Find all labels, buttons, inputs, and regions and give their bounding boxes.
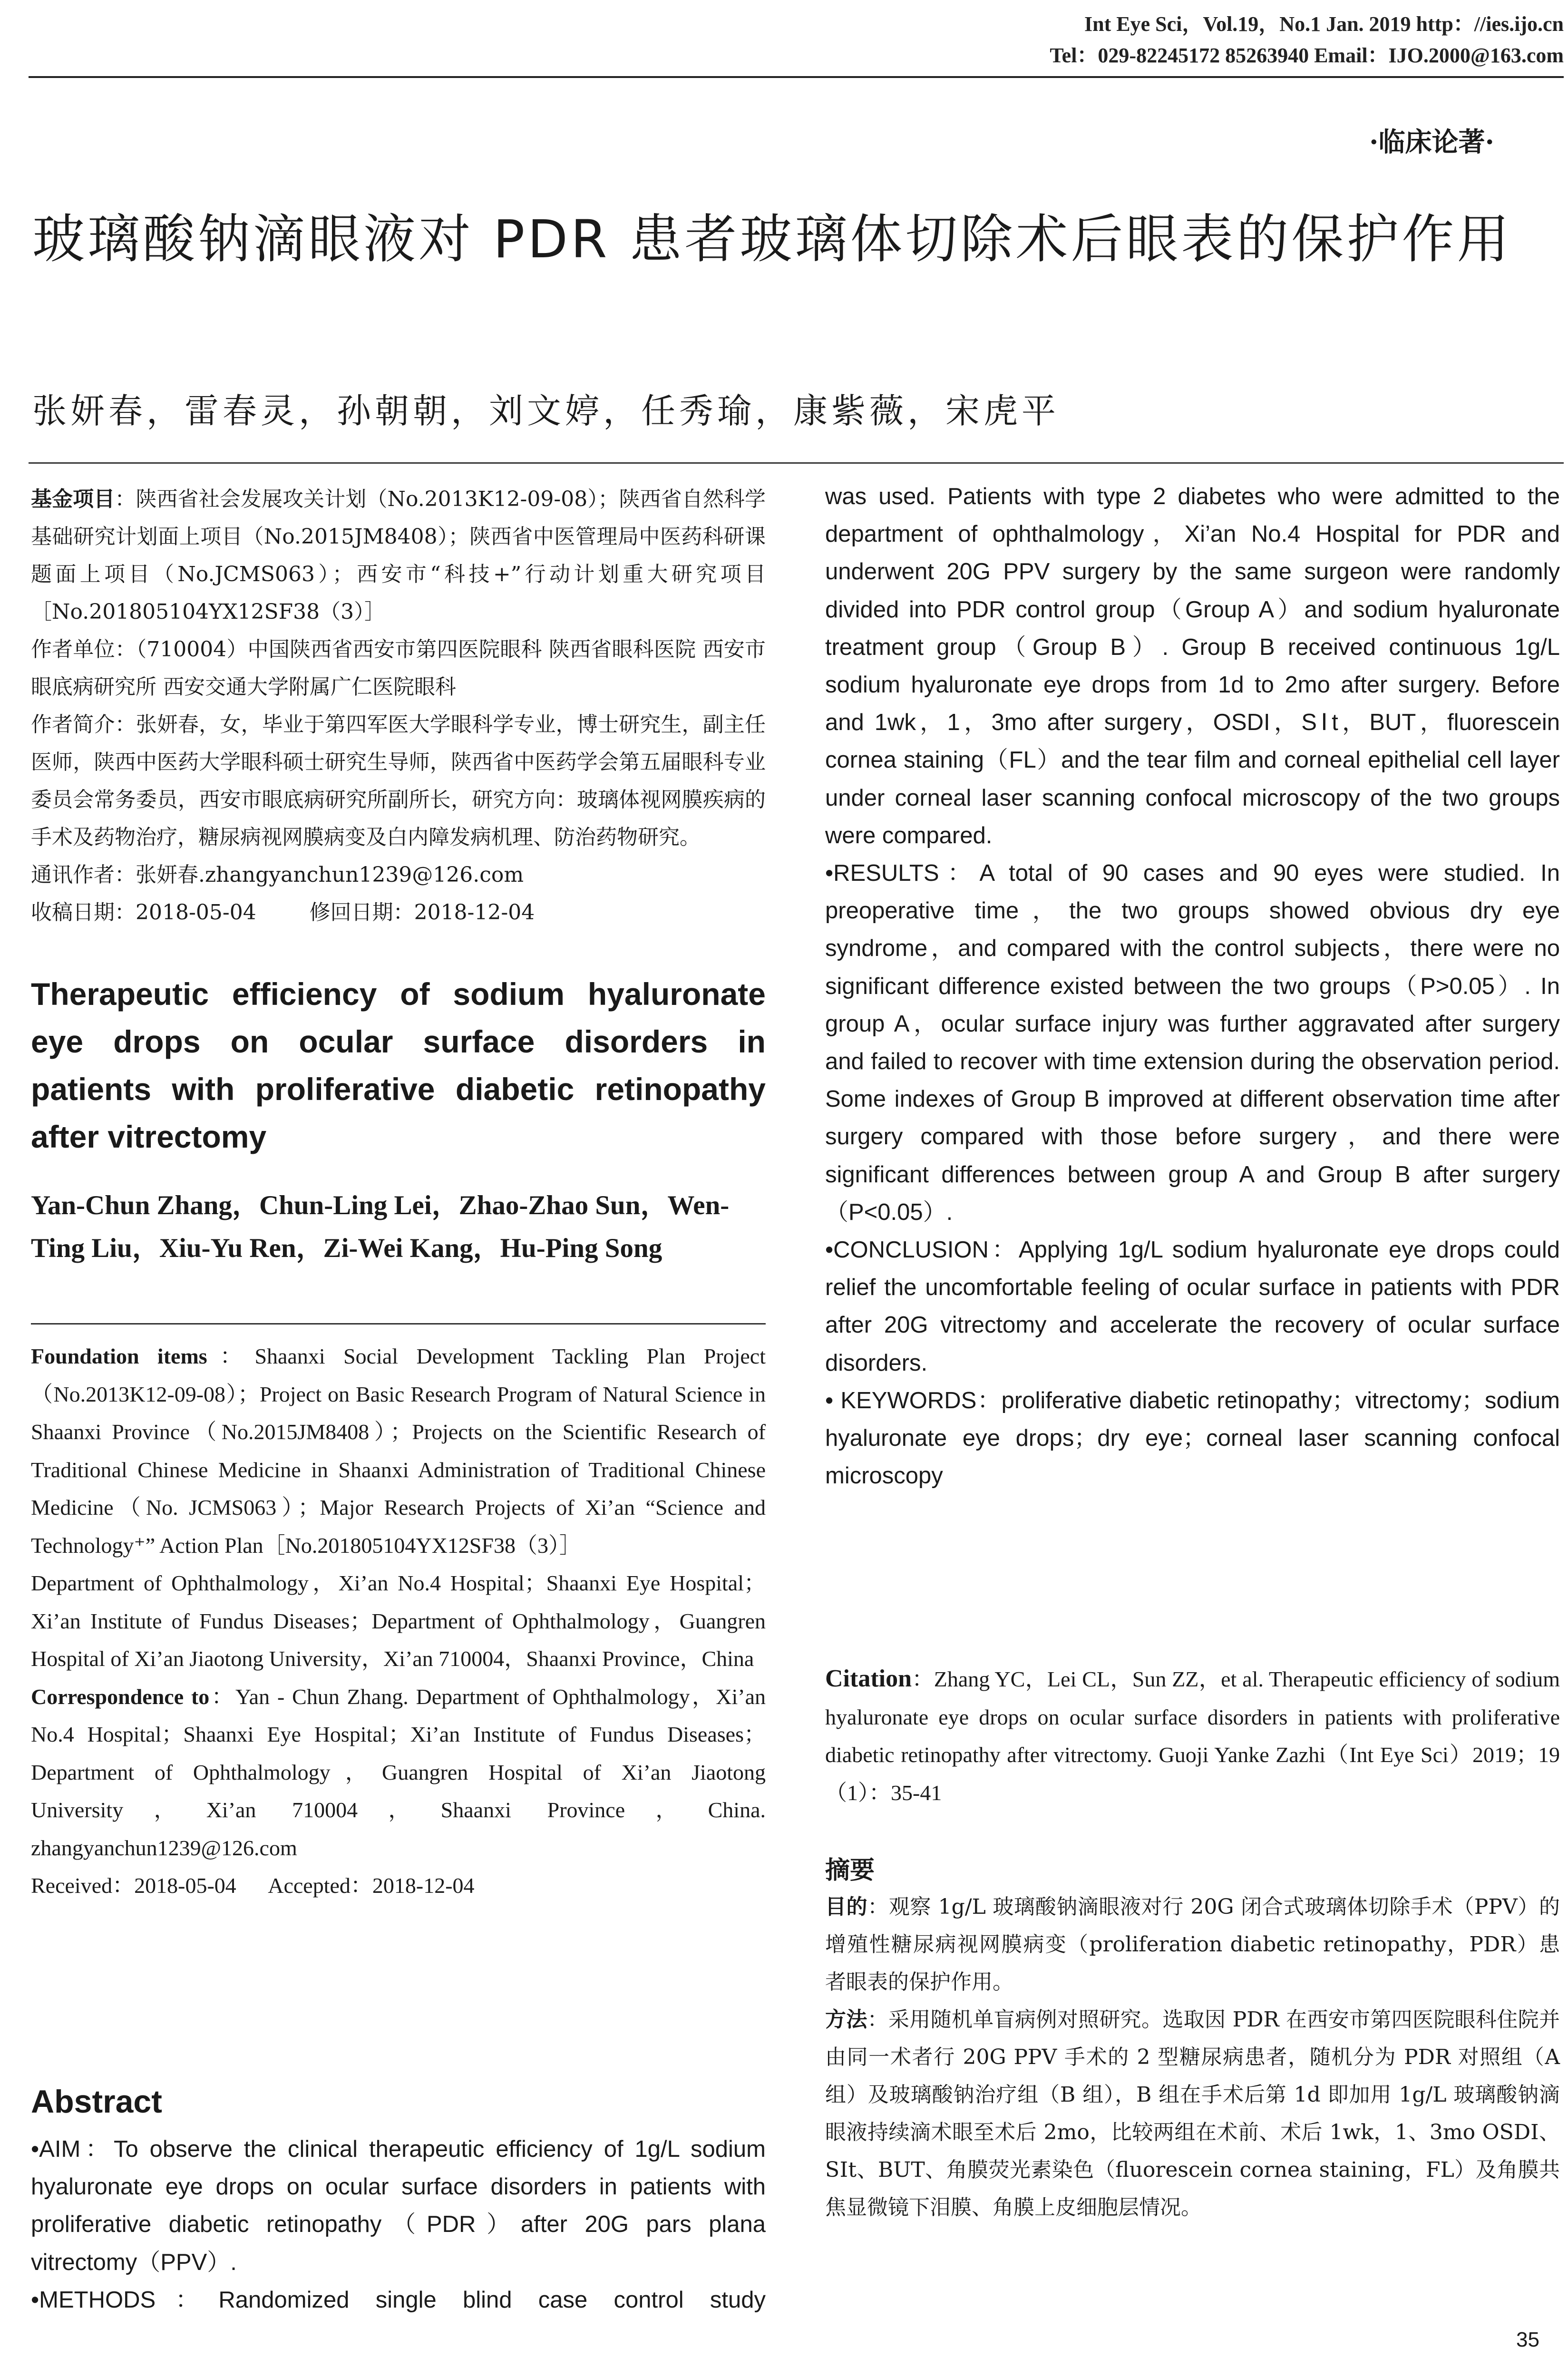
abstract-conclusion: •CONCLUSION：Applying 1g/L sodium hyaluronate eye drops could relief the uncomfortable feeling of ocular surface in patients with PDR after 20G vitrectomy and accelerate the recovery of ocular surface disorders. [825,1237,1560,1376]
authors-rule [31,1323,766,1325]
department-en: Department of Ophthalmology，Xi’an No.4 Hospital；Shaanxi Eye Hospital；Xi’an Institute of Fundus Diseases；Department of Ophthalmology，Guangren Hospital of Xi’an Jiaotong University，Xi’an 710004，Shaanxi Province，China [31,1571,766,1671]
abstract-methods-start: •METHODS：Randomized single blind case control study [31,2287,766,2313]
affiliation-cn: 作者单位：（710004）中国陕西省西安市第四医院眼科 陕西省眼科医院 西安市眼底病研究所 西安交通大学附属广仁医院眼科 [31,637,766,699]
authors-cn: 张妍春，雷春灵，孙朝朝，刘文婷，任秀瑜，康紫薇，宋虎平 [32,391,1060,431]
abstract-cn-methods: 方法：采用随机单盲病例对照研究。选取因 PDR 在西安市第四医院眼科住院并由同一术者行 20G PPV 手术的 2 型糖尿病患者，随机分为 PDR 对照组（A 组）及玻璃酸钠治疗组（B 组），B 组在手术后第 1d 即加用 1g/L 玻璃酸钠滴眼液持续滴术眼至术后 2mo，比较两组在术前、术后 1wk，1、3mo OSDI、SⅠt、BUT、角膜荧光素染色（fluorescein cornea staining，FL）及角膜共焦显微镜下泪膜、角膜上皮细胞层情况。 [825,2007,1560,2220]
citation-text: ：Zhang YC，Lei CL，Sun ZZ，et al. Therapeutic efficiency of sodium hyaluronate eye drops on ocular surface disorders in patients with proliferative diabetic retinopathy after vitrectomy. Guoji Yanke Zazhi（Int Eye Sci）2019；19（1）：35-41 [825,1667,1560,1805]
correspondence-en: Correspondence to：Yan - Chun Zhang. Department of Ophthalmology，Xi’an No.4 Hospital；Shaanxi Eye Hospital；Xi’an Institute of Fundus Diseases；Department of Ophthalmology，Guangren Hospital of Xi’an Jiaotong University，Xi’an 710004，Shaanxi Province，China. zhangyanchun1239@126.com [31,1684,766,1860]
abstract-results: •RESULTS：A total of 90 cases and 90 eyes were studied. In preoperative time，the two groups showed obvious dry eye syndrome，and compared with the control subjects，there were no significant difference existed between the two groups（P>0.05）. In group A，ocular surface injury was further aggravated after surgery and failed to recover with time extension during the observation period. Some indexes of Group B improved at different observation time after surgery compared with those before surgery，and there were significant differences between group A and Group B after surgery（P<0.05）. [825,860,1560,1225]
funding-label-cn: 基金项目 [31,487,115,511]
meta-block-en [31,1337,766,1905]
abstract-methods-cont: was used. Patients with type 2 diabetes who were admitted to the department of ophthalmology，Xi’an No.4 Hospital for PDR and underwent 20G PPV surgery by the same surgeon were randomly divided into PDR control group（Group A）and sodium hyaluronate treatment group（Group B）. Group B received continuous 1g/L sodium hyaluronate eye drops from 1d to 2mo after surgery. Before and 1wk，1，3mo after surgery，OSDI，SⅠt，BUT，fluorescein cornea staining（FL）and the tear film and corneal epithelial cell layer under corneal laser scanning confocal microscopy of the two groups were compared. [825,484,1560,848]
citation-block [825,1660,1560,1812]
dates-en: Received：2018-05-04 Accepted：2018-12-04 [31,1873,475,1898]
abstract-cn-aim: 目的：观察 1g/L 玻璃酸钠滴眼液对行 20G 闭合式玻璃体切除手术（PPV）的增殖性糖尿病视网膜病变（proliferation diabetic retinopathy，PDR）患者眼表的保护作用。 [825,1895,1560,1994]
abstract-aim: •AIM：To observe the clinical therapeutic efficiency of 1g/L sodium hyaluronate eye drops on ocular surface disorders in patients with proliferative diabetic retinopathy（PDR）after 20G pars plana vitrectomy（PPV）. [31,2136,766,2275]
abstract-en-left [31,2131,766,2319]
correspondence-cn: 通讯作者：张妍春.zhangyanchun1239@126.com [31,863,524,887]
author-bio-cn: 作者简介：张妍春，女，毕业于第四军医大学眼科学专业，博士研究生，副主任医师，陕西中医药大学眼科硕士研究生导师，陕西省中医药学会第五届眼科专业委员会常务委员，西安市眼底病研究所副所长，研究方向：玻璃体视网膜疾病的手术及药物治疗，糖尿病视网膜病变及白内障发病机理、防治药物研究。 [31,712,766,849]
section-tag: ·临床论著· [1369,127,1494,158]
article-title-en: Therapeutic efficiency of sodium hyaluronate eye drops on ocular surface disorders in patients with proliferative diabetic retinopathy after vitrectomy [31,976,766,1154]
abstract-heading: Abstract [31,2084,162,2120]
abstract-cn [825,1888,1560,2226]
foundation-label: Foundation items [31,1344,207,1368]
methods-label-cn: 方法 [825,2007,867,2032]
abstract-cn-heading: 摘要 [825,1856,875,1885]
abstract-keywords: • KEYWORDS：proliferative diabetic retinopathy；vitrectomy；sodium hyaluronate eye drops；dry eye；corneal laser scanning confocal microscopy [825,1387,1560,1489]
journal-header-line1: Int Eye Sci，Vol.19，No.1 Jan. 2019 http：//ies.ijo.cn [1084,12,1564,36]
authors-en: Yan-Chun Zhang，Chun-Ling Lei，Zhao-Zhao Sun，Wen-Ting Liu，Xiu-Yu Ren，Zi-Wei Kang，Hu-Ping Song [31,1190,730,1263]
header-rule [29,76,1564,78]
info-block-cn [31,480,766,931]
journal-header-line2: Tel：029-82245172 85263940 Email：IJO.2000@163.com [1050,44,1564,67]
title-rule [29,462,1564,464]
aim-label-cn: 目的 [825,1895,868,1919]
foundation-en: Foundation items：Shaanxi Social Development Tackling Plan Project（No.2013K12-09-08）；Project on Basic Research Program of Natural Science in Shaanxi Province（No.2015JM8408）；Projects on the Scientific Research of Traditional Chinese Medicine in Shaanxi Administration of Traditional Chinese Medicine（No. JCMS063）；Major Research Projects of Xi’an “Science and Technology⁺” Action Plan［No.201805104YX12SF38（3）］ [31,1344,766,1558]
correspondence-label: Correspondence to [31,1684,210,1709]
page-number: 35 [1516,2328,1539,2351]
citation-label: Citation [825,1665,912,1692]
abstract-en-right [825,478,1560,1495]
dates-cn: 收稿日期：2018-05-04 修回日期：2018-12-04 [31,900,535,925]
funding-cn: 基金项目：陕西省社会发展攻关计划（No.2013K12-09-08）；陕西省自然科学基础研究计划面上项目（No.2015JM8408）；陕西省中医管理局中医药科研课题面上项目（No.JCMS063）；西安市“科技+”行动计划重大研究项目［No.201805104YX12SF38（3）］ [31,487,766,624]
article-title-cn: 玻璃酸钠滴眼液对 PDR 患者玻璃体切除术后眼表的保护作用 [32,209,1512,270]
